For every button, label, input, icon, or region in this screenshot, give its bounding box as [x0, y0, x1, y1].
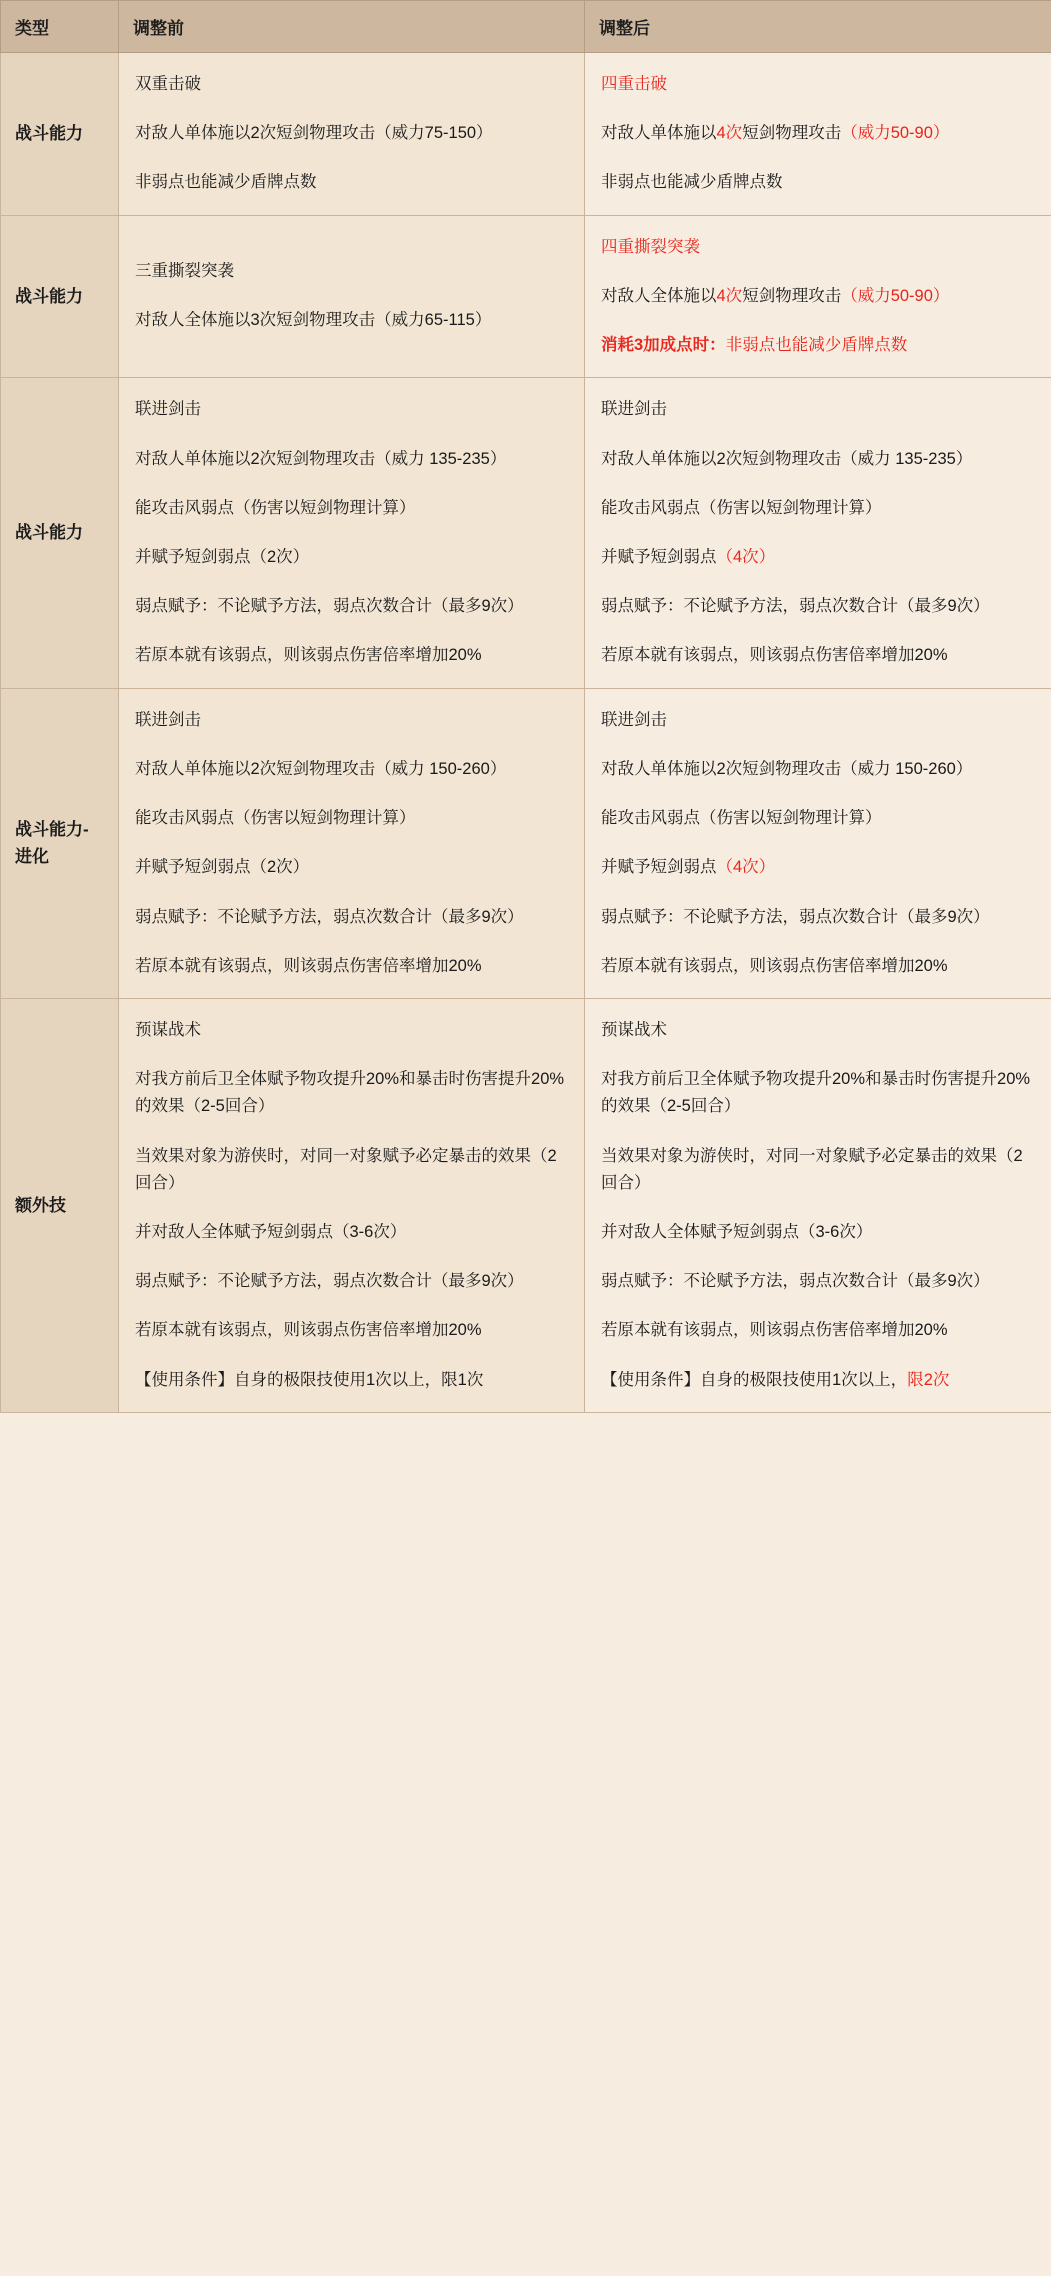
- cell-after: [585, 53, 1051, 216]
- before-paragraph: 对敌人单体施以2次短剑物理攻击（威力75-150）: [135, 124, 493, 143]
- after-paragraph: 非弱点也能减少盾牌点数: [601, 173, 783, 192]
- highlighted-text: 4次: [716, 124, 743, 143]
- highlighted-label: 消耗3加成点时：: [601, 336, 726, 355]
- table-header: [1, 1, 1051, 53]
- cell-after: [585, 998, 1051, 1412]
- before-paragraph: 弱点赋予：不论赋予方法，弱点次数合计（最多9次）: [135, 597, 524, 616]
- after-paragraph: 能攻击风弱点（伤害以短剑物理计算）: [601, 809, 882, 828]
- before-paragraph: 非弱点也能减少盾牌点数: [135, 173, 317, 192]
- cell-type: 额外技: [1, 998, 119, 1412]
- before-paragraph: 对敌人单体施以2次短剑物理攻击（威力 135-235）: [135, 449, 507, 468]
- before-paragraph: 对敌人全体施以3次短剑物理攻击（威力65-115）: [135, 311, 492, 330]
- after-paragraph: 弱点赋予：不论赋予方法，弱点次数合计（最多9次）: [601, 907, 990, 926]
- after-paragraph: 联进剑击: [601, 710, 667, 729]
- before-paragraph: 并赋予短剑弱点（2次）: [135, 858, 310, 877]
- after-paragraph: 若原本就有该弱点，则该弱点伤害倍率增加20%: [601, 646, 948, 665]
- column-header-before: 调整前: [119, 1, 585, 53]
- after-paragraph: 若原本就有该弱点，则该弱点伤害倍率增加20%: [601, 956, 948, 975]
- before-paragraph: 若原本就有该弱点，则该弱点伤害倍率增加20%: [135, 1321, 482, 1340]
- cell-before: [119, 53, 585, 216]
- before-paragraph: 弱点赋予：不论赋予方法，弱点次数合计（最多9次）: [135, 1272, 524, 1291]
- after-paragraph: 联进剑击: [601, 400, 667, 419]
- cell-after: [585, 215, 1051, 378]
- before-paragraph: 联进剑击: [135, 400, 201, 419]
- table-row: [1, 688, 1051, 998]
- after-paragraph: [601, 332, 1035, 359]
- before-paragraph: 并对敌人全体赋予短剑弱点（3-6次）: [135, 1223, 407, 1242]
- highlighted-text: 限2次: [907, 1370, 950, 1389]
- column-header-type: 类型: [1, 1, 119, 53]
- highlighted-text: 非弱点也能减少盾牌点数: [725, 336, 908, 355]
- table-row: [1, 215, 1051, 378]
- before-paragraph: 三重撕裂突袭: [135, 262, 234, 281]
- highlighted-text: （威力50-90）: [841, 286, 950, 305]
- after-paragraph: 对敌人单体施以2次短剑物理攻击（威力 150-260）: [601, 759, 973, 778]
- before-paragraph: 预谋战术: [135, 1020, 201, 1039]
- after-paragraph: 弱点赋予：不论赋予方法，弱点次数合计（最多9次）: [601, 597, 990, 616]
- header-row: [1, 1, 1051, 53]
- cell-before: [119, 998, 585, 1412]
- cell-type: 战斗能力: [1, 378, 119, 688]
- after-paragraph: 当效果对象为游侠时，对同一对象赋予必定暴击的效果（2回合）: [601, 1146, 1023, 1192]
- before-paragraph: 弱点赋予：不论赋予方法，弱点次数合计（最多9次）: [135, 907, 524, 926]
- before-paragraph: 能攻击风弱点（伤害以短剑物理计算）: [135, 498, 416, 517]
- before-paragraph: 对我方前后卫全体赋予物攻提升20%和暴击时伤害提升20%的效果（2-5回合）: [135, 1070, 565, 1116]
- before-paragraph: 若原本就有该弱点，则该弱点伤害倍率增加20%: [135, 646, 482, 665]
- cell-after: [585, 378, 1051, 688]
- highlighted-text: 四重击破: [601, 75, 667, 93]
- table-body: [1, 53, 1051, 1413]
- text-segment: 并赋予短剑弱点: [601, 858, 717, 877]
- before-paragraph: 双重击破: [135, 75, 201, 93]
- cell-type: 战斗能力: [1, 53, 119, 216]
- before-paragraph: 【使用条件】自身的极限技使用1次以上，限1次: [135, 1370, 484, 1389]
- highlighted-text: （威力50-90）: [841, 124, 950, 143]
- before-paragraph: 并赋予短剑弱点（2次）: [135, 547, 310, 566]
- highlighted-text: （4次）: [716, 858, 776, 877]
- after-paragraph: 并对敌人全体赋予短剑弱点（3-6次）: [601, 1223, 873, 1242]
- table-row: [1, 378, 1051, 688]
- text-segment: 并赋予短剑弱点: [601, 547, 717, 566]
- before-paragraph: 若原本就有该弱点，则该弱点伤害倍率增加20%: [135, 956, 482, 975]
- cell-before: [119, 215, 585, 378]
- highlighted-text: 4次: [716, 286, 743, 305]
- before-paragraph: 当效果对象为游侠时，对同一对象赋予必定暴击的效果（2回合）: [135, 1146, 557, 1192]
- after-paragraph: [601, 120, 1035, 147]
- cell-type: 战斗能力: [1, 215, 119, 378]
- after-paragraph: 若原本就有该弱点，则该弱点伤害倍率增加20%: [601, 1321, 948, 1340]
- after-paragraph: 对我方前后卫全体赋予物攻提升20%和暴击时伤害提升20%的效果（2-5回合）: [601, 1070, 1031, 1116]
- text-segment: 短剑物理攻击: [742, 286, 842, 305]
- cell-after: [585, 688, 1051, 998]
- after-paragraph: [601, 234, 1035, 261]
- table-row: [1, 998, 1051, 1412]
- text-segment: 对敌人全体施以: [601, 286, 717, 305]
- highlighted-text: 四重撕裂突袭: [601, 237, 700, 256]
- after-paragraph: 能攻击风弱点（伤害以短剑物理计算）: [601, 498, 882, 517]
- before-paragraph: 能攻击风弱点（伤害以短剑物理计算）: [135, 809, 416, 828]
- after-paragraph: 对敌人单体施以2次短剑物理攻击（威力 135-235）: [601, 449, 973, 468]
- text-segment: 短剑物理攻击: [742, 124, 842, 143]
- highlighted-text: （4次）: [716, 547, 776, 566]
- text-segment: 【使用条件】自身的极限技使用1次以上，: [601, 1370, 908, 1389]
- before-paragraph: 联进剑击: [135, 710, 201, 729]
- after-paragraph: 预谋战术: [601, 1020, 667, 1039]
- cell-before: [119, 378, 585, 688]
- after-paragraph: [601, 1367, 1035, 1394]
- after-paragraph: [601, 854, 1035, 881]
- cell-type: 战斗能力-进化: [1, 688, 119, 998]
- before-paragraph: 对敌人单体施以2次短剑物理攻击（威力 150-260）: [135, 759, 507, 778]
- after-paragraph: 弱点赋予：不论赋予方法，弱点次数合计（最多9次）: [601, 1272, 990, 1291]
- cell-before: [119, 688, 585, 998]
- after-paragraph: [601, 71, 1035, 98]
- after-paragraph: [601, 283, 1035, 310]
- after-paragraph: [601, 544, 1035, 571]
- table-row: [1, 53, 1051, 216]
- column-header-after: 调整后: [585, 1, 1051, 53]
- text-segment: 对敌人单体施以: [601, 124, 717, 143]
